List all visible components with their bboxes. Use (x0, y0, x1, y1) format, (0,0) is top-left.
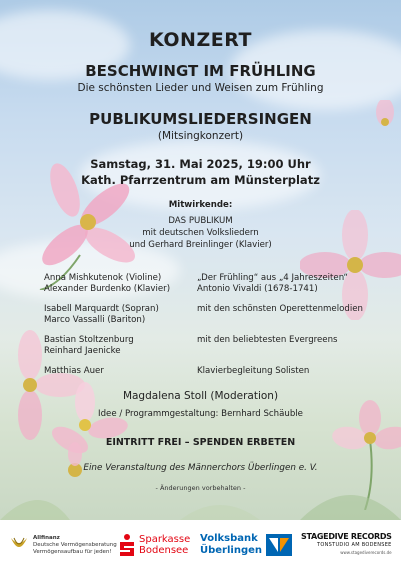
participant-line: DAS PUBLIKUM (168, 216, 233, 226)
program-performer: Matthias Auer (44, 366, 104, 376)
organizer: Eine Veranstaltung des Männerchors Überlingen e. V. (83, 463, 318, 473)
program-performer: Reinhard Jaenicke (44, 346, 121, 356)
event-note: (Mitsingkonzert) (157, 130, 244, 142)
idea-credit: Idee / Programmgestaltung: Bernhard Schäuble (98, 409, 303, 419)
event-subtitle: Die schönsten Lieder und Weisen zum Frühling (77, 82, 324, 94)
volksbank-logo (200, 528, 292, 562)
event-date-time: Samstag, 31. Mai 2025, 19:00 Uhr (90, 157, 311, 171)
program-piece: mit den beliebtesten Evergreens (197, 335, 338, 345)
stagedive-line3: www.stagediverecords.de (340, 550, 392, 555)
sparkasse-line1: Sparkasse (139, 534, 191, 545)
stagedive-logo (301, 528, 392, 562)
stagedive-line1: STAGEDIVE RECORDS (301, 532, 392, 541)
volksbank-emblem-icon (266, 534, 292, 556)
sparkasse-line2: Bodensee (139, 545, 189, 556)
sponsor-footer (0, 520, 401, 567)
program-performer: Isabell Marquardt (Sopran) (44, 304, 159, 314)
sparkasse-logo (118, 528, 190, 562)
event-title: BESCHWINGT IM FRÜHLING (85, 62, 316, 80)
volksbank-line2: Überlingen (200, 545, 263, 556)
event-venue: Kath. Pfarrzentrum am Münsterplatz (81, 173, 320, 187)
participant-line: und Gerhard Breinlinger (Klavier) (129, 240, 272, 250)
meadow-grass (0, 440, 401, 520)
participants-heading: Mitwirkende: (168, 200, 233, 210)
allfinanz-line1: Deutsche Vermögensberatung (33, 541, 117, 548)
program-performer: Alexander Burdenko (Klavier) (44, 284, 171, 294)
event-name: PUBLIKUMSLIEDERSINGEN (89, 110, 312, 128)
sparkasse-s-icon (118, 533, 136, 557)
program-piece: Klavierbegleitung Solisten (197, 366, 310, 376)
disclaimer: - Änderungen vorbehalten - (155, 484, 246, 492)
concert-label: KONZERT (149, 29, 252, 51)
volksbank-line1: Volksbank (200, 533, 258, 544)
program-piece: „Der Frühling“ aus „4 Jahreszeiten“ (197, 273, 348, 283)
program-piece: mit den schönsten Operettenmelodien (197, 304, 363, 314)
moderation: Magdalena Stoll (Moderation) (122, 390, 279, 402)
allfinanz-emblem-icon (8, 534, 30, 556)
participant-line: mit deutschen Volksliedern (142, 228, 259, 238)
allfinanz-logo (8, 528, 117, 562)
admission-note: EINTRITT FREI – SPENDEN ERBETEN (105, 437, 296, 448)
allfinanz-name: Allfinanz (33, 534, 60, 541)
program-piece: Antonio Vivaldi (1678-1741) (197, 284, 318, 294)
program-performer: Marco Vassalli (Bariton) (44, 315, 146, 325)
program-performer: Anna Mishkutenok (Violine) (44, 273, 162, 283)
program-performer: Bastian Stoltzenburg (44, 335, 134, 345)
stagedive-line2: TONSTUDIO AM BODENSEE (317, 542, 392, 548)
allfinanz-line2: Vermögensaufbau für jeden! (33, 548, 112, 555)
